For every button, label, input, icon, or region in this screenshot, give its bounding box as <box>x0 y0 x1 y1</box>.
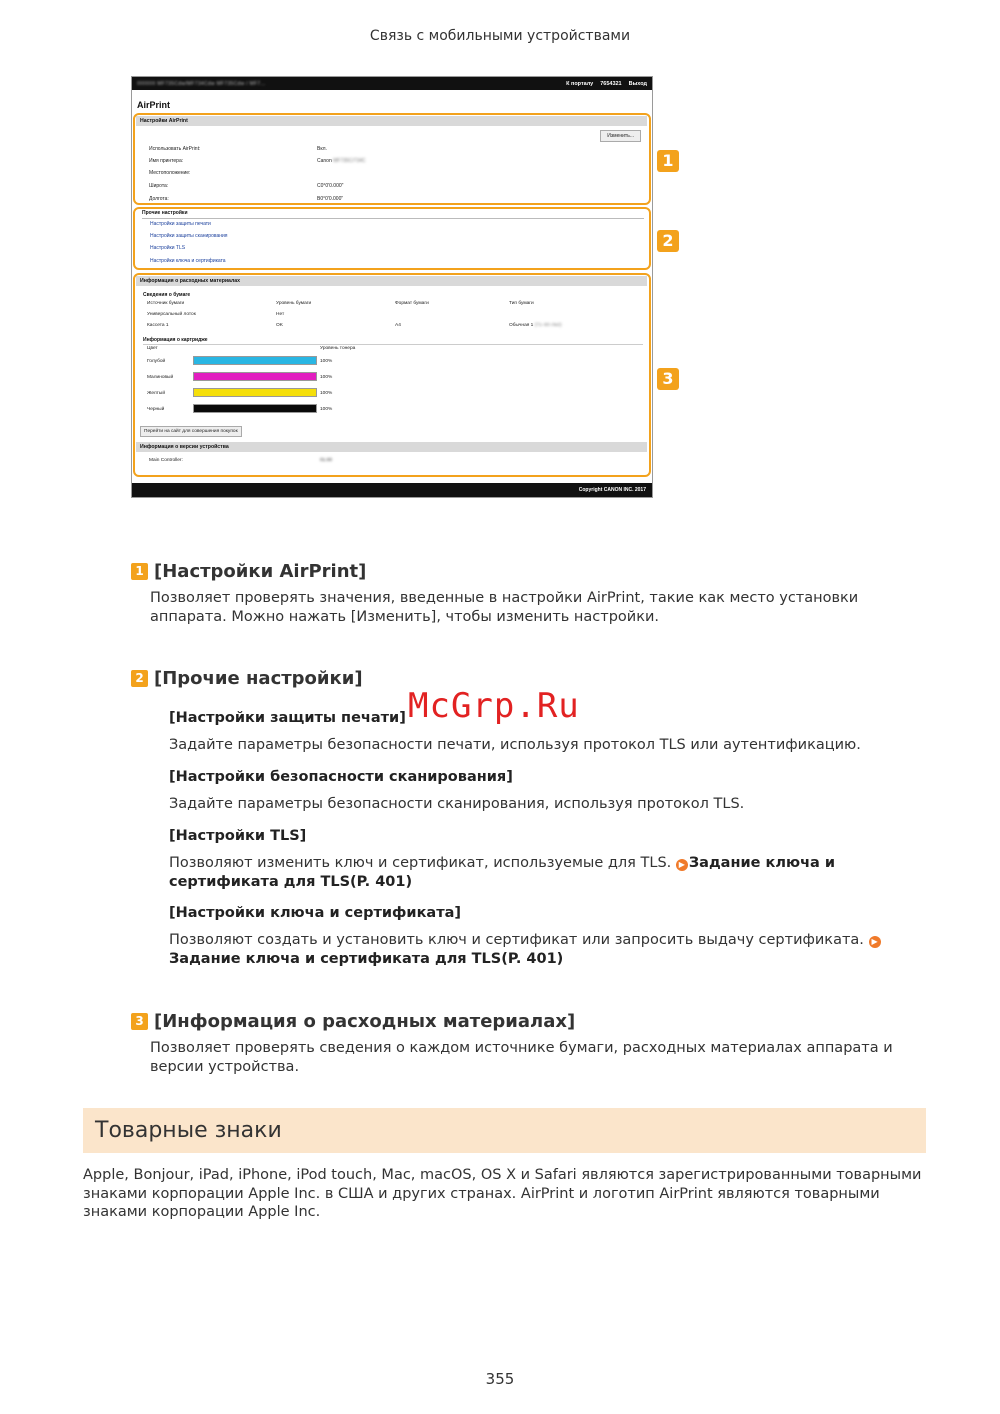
cartridge-name: Желтый <box>147 391 166 396</box>
paper-col-size: Формат бумаги <box>395 301 429 306</box>
longitude-value: B0°0'0.000" <box>317 196 344 202</box>
cartridge-col-level: Уровень тонера <box>320 346 356 351</box>
location-label: Местоположение: <box>149 170 191 176</box>
scan-security-link[interactable]: Настройки защиты сканирования <box>150 233 228 239</box>
cartridge-level: 100% <box>320 359 333 364</box>
main-controller-label: Main Controller: <box>149 458 183 463</box>
paper-row-level: Нет <box>276 312 285 317</box>
screenshot-page-title: AirPrint <box>137 100 171 110</box>
tls-heading: [Настройки TLS] <box>169 828 307 844</box>
use-airprint-value: Вкл. <box>317 146 327 152</box>
paper-row-level: OK <box>276 323 283 328</box>
tls-description: Позволяют изменить ключ и сертификат, используемые для TLS. <box>169 855 676 871</box>
trademarks-band <box>83 1108 926 1153</box>
print-security-heading: [Настройки защиты печати] <box>169 710 406 726</box>
key-cert-description: Позволяют создать и установить ключ и сертификат или запросить выдачу сертификата. <box>169 932 869 948</box>
watermark: McGrp.Ru <box>408 686 580 726</box>
key-cert-xref-link[interactable]: Задание ключа и сертификата для TLS(P. 401) <box>169 950 564 967</box>
logout-link[interactable]: Выход <box>628 80 647 87</box>
callout-number-1: 1 <box>657 150 679 172</box>
arrow-right-icon: ▶ <box>869 936 881 948</box>
main-controller-value: 01.00 <box>320 458 333 463</box>
running-header: Связь с мобильными устройствами <box>369 28 631 44</box>
portal-link[interactable]: К порталу <box>566 80 594 87</box>
callout-frame-3 <box>133 273 651 477</box>
cartridge-info-subheader: Информация о картридже <box>143 337 208 343</box>
cartridge-name: Голубой <box>147 359 166 364</box>
callout-frame-1 <box>133 113 651 205</box>
key-cert-heading: [Настройки ключа и сертификата] <box>169 905 462 921</box>
item-2-heading <box>131 668 363 689</box>
paper-info-subheader: Сведения о бумаге <box>143 292 191 298</box>
screenshot-top-bar <box>132 77 652 90</box>
paper-row-source: Кассета 1 <box>147 323 169 328</box>
device-name-blurred: IIIIIIIIIII MF735Cdw/MF734Cdw MF735Cdw / MF7... <box>137 80 266 87</box>
scan-security-text: Задайте параметры безопасности сканирования, используя протокол TLS. <box>169 796 745 812</box>
arrow-right-icon: ▶ <box>676 859 688 871</box>
cartridge-level: 100% <box>320 391 333 396</box>
latitude-value: C0°0'0.000" <box>317 183 344 189</box>
paper-col-type: Тип бумаги <box>509 301 534 306</box>
other-settings-header: Прочие настройки <box>142 210 188 216</box>
callout-number-3: 3 <box>657 368 679 390</box>
item-3-heading <box>131 1011 575 1032</box>
item-3-title: [Информация о расходных материалах] <box>154 1011 576 1032</box>
longitude-label: Долгота: <box>149 196 169 202</box>
printer-name-label: Имя принтера: <box>149 158 184 164</box>
latitude-label: Широта: <box>149 183 169 189</box>
item-1-text: Позволяет проверять значения, введенные в настройки AirPrint, такие как место установки аппарата. Можно нажать [Изменить], чтобы изменить настройки. <box>150 590 859 625</box>
key-cert-link[interactable]: Настройки ключа и сертификата <box>150 258 226 264</box>
airprint-settings-header: Настройки AirPrint <box>136 116 647 126</box>
print-security-text: Задайте параметры безопасности печати, используя протокол TLS или аутентификацию. <box>169 737 861 753</box>
print-security-link[interactable]: Настройки защиты печати <box>150 221 211 227</box>
trademarks-title: Товарные знаки <box>95 1118 282 1143</box>
paper-row-size: A4 <box>395 323 401 328</box>
user-id: 7654321 <box>600 80 622 87</box>
use-airprint-label: Использовать AirPrint: <box>149 146 201 152</box>
buy-supplies-button[interactable]: Перейти на сайт для совершения покупок <box>140 426 242 437</box>
tls-text <box>169 854 929 891</box>
consumables-header: Информация о расходных материалах <box>136 276 647 286</box>
page-number: 355 <box>485 1370 515 1388</box>
cartridge-level: 100% <box>320 375 333 380</box>
tls-xref-link[interactable]: Задание ключа и сертификата для TLS(P. 401) <box>169 855 836 890</box>
tls-settings-link[interactable]: Настройки TLS <box>150 245 186 251</box>
cartridge-col-color: Цвет <box>147 346 158 351</box>
paper-row-type: Обычная 1 (71–90 г/м2) <box>509 323 562 328</box>
key-cert-text <box>169 931 929 968</box>
item-1-title: [Настройки AirPrint] <box>154 561 367 582</box>
cartridge-name: Черный <box>147 407 165 412</box>
number-badge: 1 <box>131 563 148 580</box>
cartridge-name: Малиновый <box>147 375 174 380</box>
edit-button[interactable]: Изменить... <box>600 130 641 142</box>
paper-col-source: Источник бумаги <box>147 301 185 306</box>
version-info-header: Информация о версии устройства <box>136 442 647 452</box>
paper-col-level: Уровень бумаги <box>276 301 312 306</box>
callout-number-2: 2 <box>657 230 679 252</box>
callout-frame-2 <box>133 207 651 270</box>
item-2-title: [Прочие настройки] <box>154 668 363 689</box>
number-badge: 3 <box>131 1013 148 1030</box>
cartridge-level: 100% <box>320 407 333 412</box>
printer-name-value: Canon MF735C/734C <box>317 158 366 164</box>
scan-security-heading: [Настройки безопасности сканирования] <box>169 769 513 785</box>
screenshot-footer: Copyright CANON INC. 2017 <box>132 483 652 497</box>
item-3-text: Позволяет проверять сведения о каждом источнике бумаги, расходных материалах аппарата и версии устройства. <box>150 1040 893 1075</box>
trademarks-text: Apple, Bonjour, iPad, iPhone, iPod touch, Mac, macOS, OS X и Safari являются зарегистрированными товарными знаками корпорации Apple Inc. в США и других странах. AirPrint и логотип AirPrint являются товарными знаками корпорации Apple Inc. <box>83 1167 922 1220</box>
number-badge: 2 <box>131 670 148 687</box>
paper-row-source: Универсальный лоток <box>147 312 196 317</box>
item-1-heading <box>131 561 366 582</box>
